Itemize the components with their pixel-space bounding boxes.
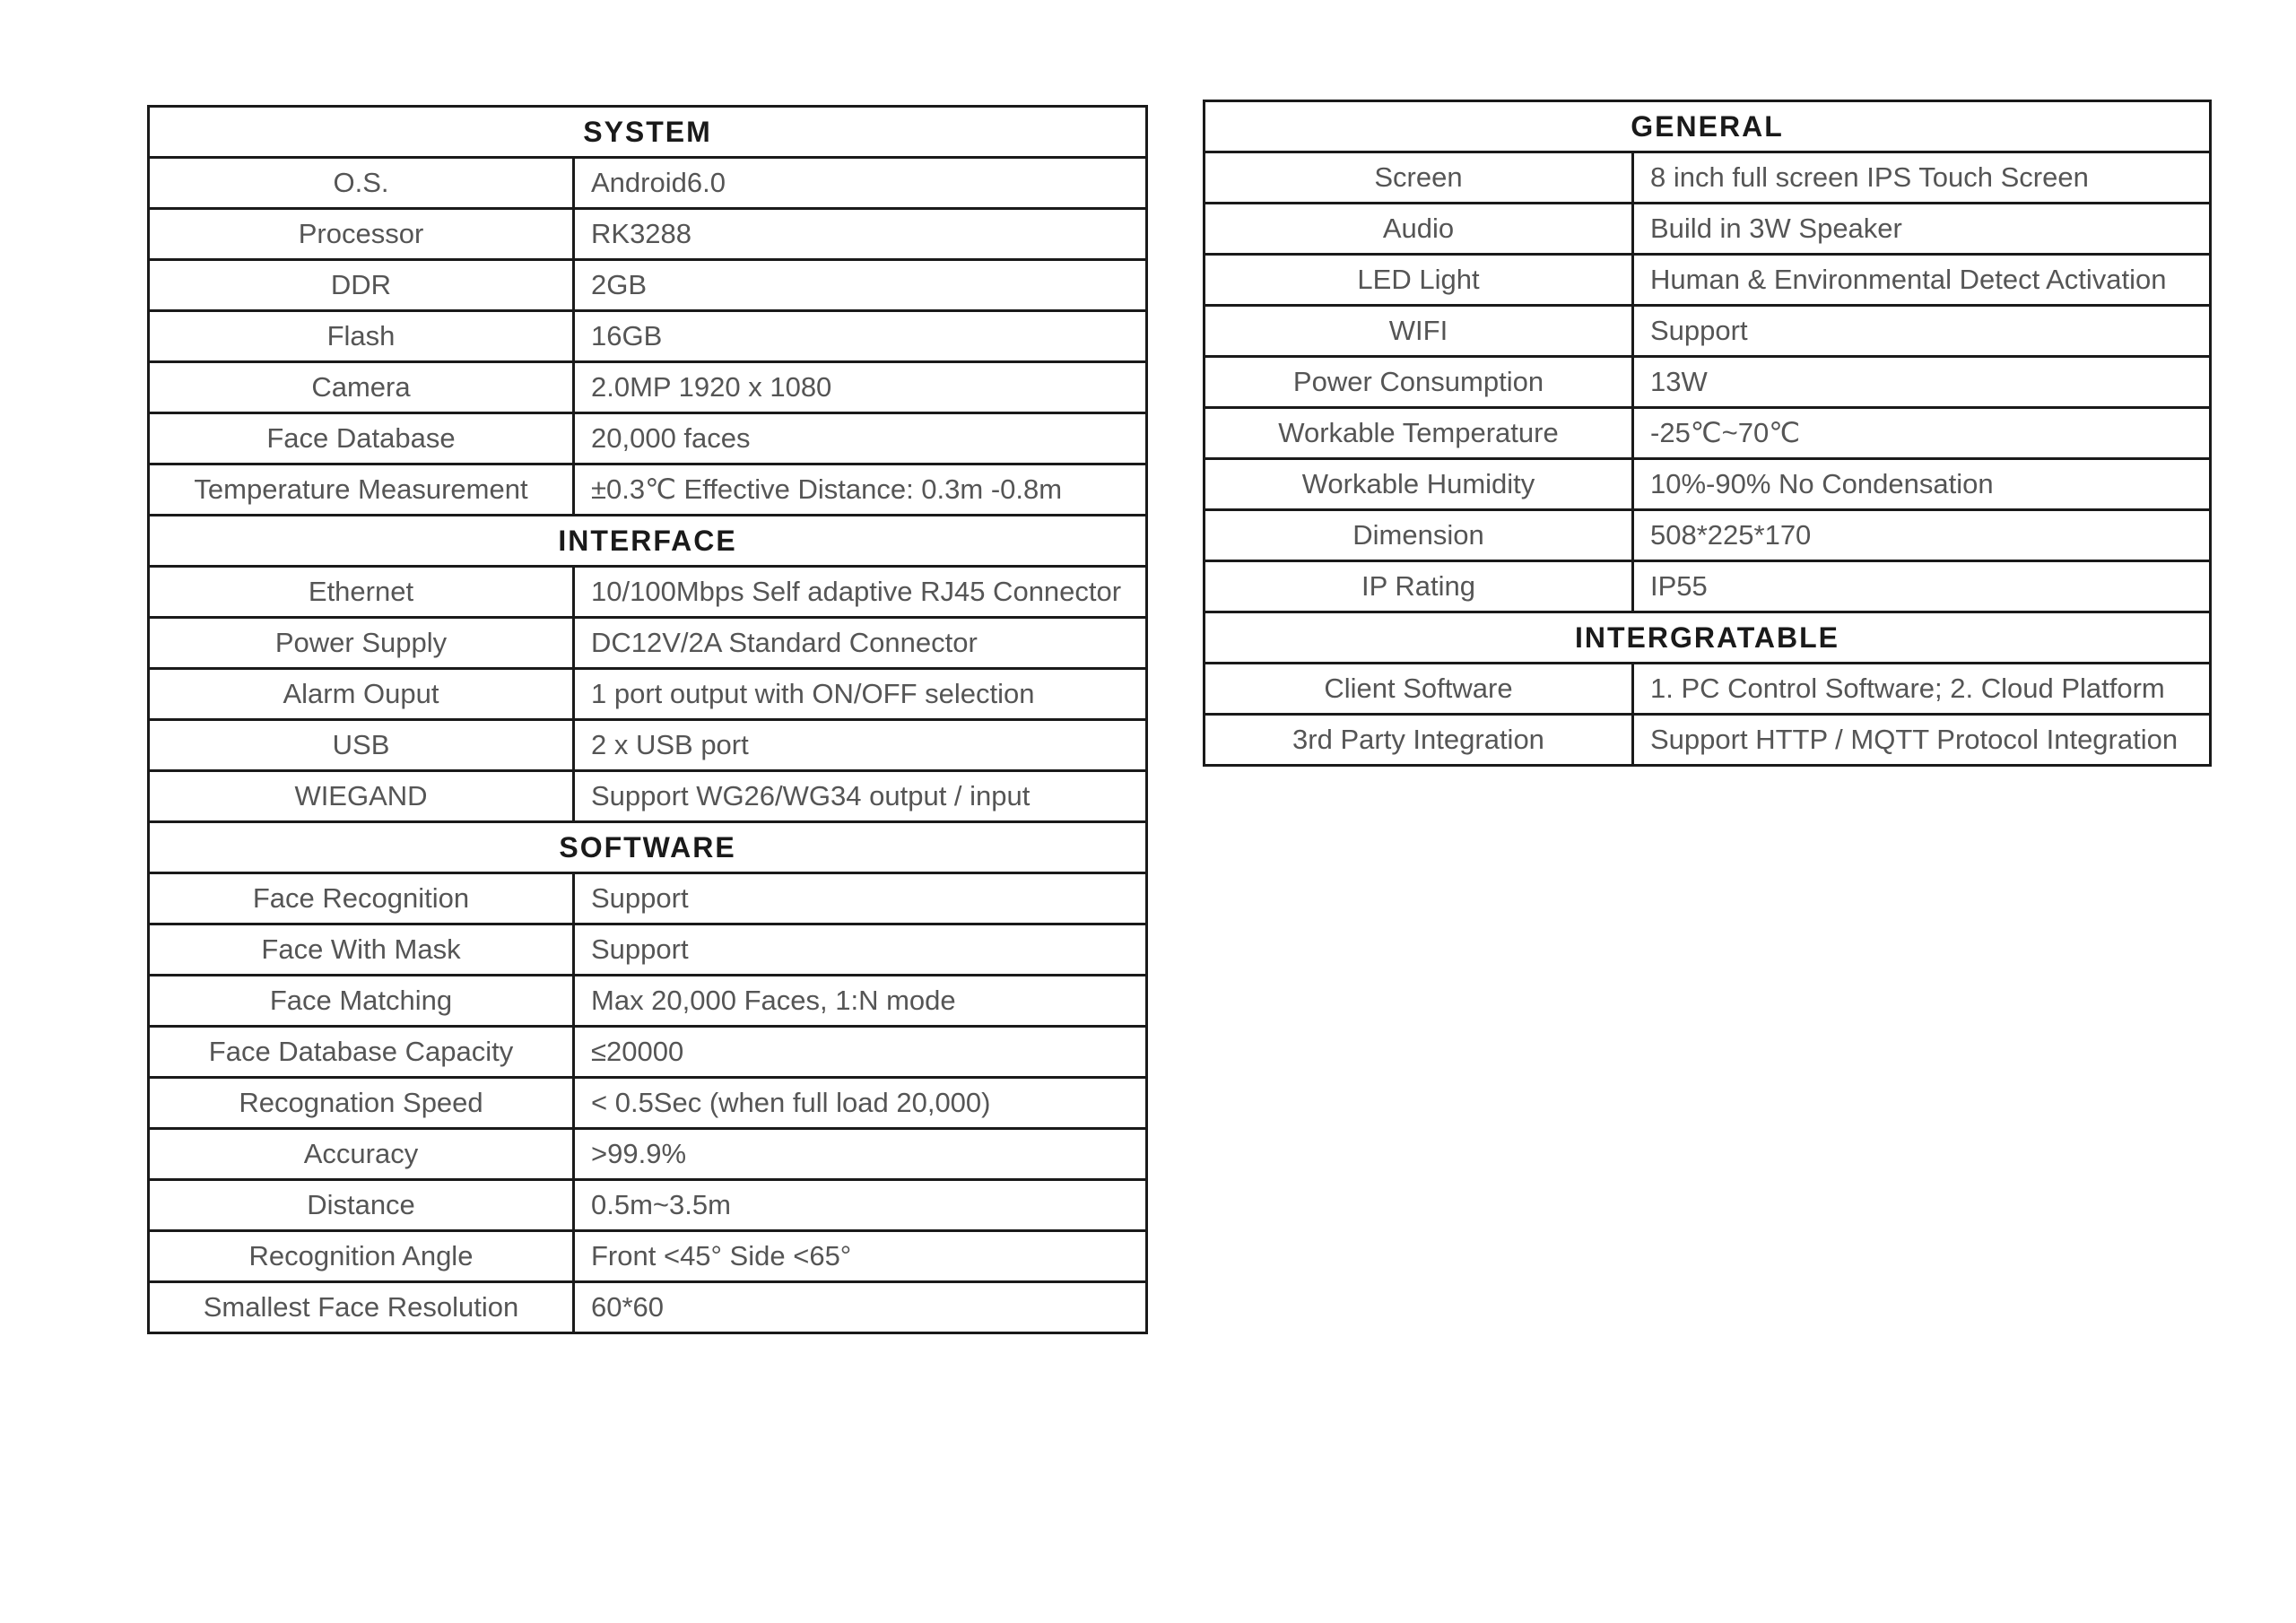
spec-label: LED Light <box>1205 255 1633 306</box>
spec-label: Workable Temperature <box>1205 408 1633 459</box>
table-row <box>149 1180 1147 1231</box>
spec-value: Android6.0 <box>574 158 1147 209</box>
spec-label: Workable Humidity <box>1205 459 1633 510</box>
spec-value: 8 inch full screen IPS Touch Screen <box>1633 152 2211 204</box>
spec-value: ±0.3℃ Effective Distance: 0.3m -0.8m <box>574 464 1147 516</box>
spec-label: O.S. <box>149 158 574 209</box>
spec-label: Recognition Angle <box>149 1231 574 1282</box>
spec-value: 60*60 <box>574 1282 1147 1333</box>
table-row <box>1205 510 2211 561</box>
spec-value: Support <box>574 924 1147 976</box>
spec-value: 2GB <box>574 260 1147 311</box>
table-row <box>149 1027 1147 1078</box>
spec-value: 2 x USB port <box>574 720 1147 771</box>
spec-label: WIEGAND <box>149 771 574 822</box>
table-row <box>149 464 1147 516</box>
spec-value: RK3288 <box>574 209 1147 260</box>
table-row <box>149 362 1147 413</box>
spec-label: Power Consumption <box>1205 357 1633 408</box>
section-title: SYSTEM <box>149 107 1147 158</box>
table-row <box>1205 204 2211 255</box>
spec-label: Accuracy <box>149 1129 574 1180</box>
spec-value: 1 port output with ON/OFF selection <box>574 669 1147 720</box>
table-row <box>1205 715 2211 766</box>
spec-value: Support <box>574 873 1147 924</box>
spec-value: -25℃~70℃ <box>1633 408 2211 459</box>
spec-label: Recognation Speed <box>149 1078 574 1129</box>
section-header-software <box>149 822 1147 873</box>
table-row <box>1205 664 2211 715</box>
table-row <box>1205 459 2211 510</box>
section-header-system <box>149 107 1147 158</box>
table-row <box>1205 306 2211 357</box>
table-row <box>149 924 1147 976</box>
spec-table-left <box>147 105 1148 1334</box>
spec-label: Dimension <box>1205 510 1633 561</box>
spec-label: Flash <box>149 311 574 362</box>
spec-label: Face Database <box>149 413 574 464</box>
spec-value: 508*225*170 <box>1633 510 2211 561</box>
table-row <box>149 311 1147 362</box>
table-row <box>1205 561 2211 612</box>
table-row <box>1205 152 2211 204</box>
spec-value: < 0.5Sec (when full load 20,000) <box>574 1078 1147 1129</box>
spec-value: ≤20000 <box>574 1027 1147 1078</box>
spec-label: Smallest Face Resolution <box>149 1282 574 1333</box>
table-row <box>1205 408 2211 459</box>
table-row <box>149 158 1147 209</box>
spec-value: 2.0MP 1920 x 1080 <box>574 362 1147 413</box>
spec-label: USB <box>149 720 574 771</box>
spec-value: Support WG26/WG34 output / input <box>574 771 1147 822</box>
spec-label: Processor <box>149 209 574 260</box>
section-title: GENERAL <box>1205 101 2211 152</box>
section-header-general <box>1205 101 2211 152</box>
spec-value: 10/100Mbps Self adaptive RJ45 Connector <box>574 567 1147 618</box>
table-row <box>1205 255 2211 306</box>
spec-label: WIFI <box>1205 306 1633 357</box>
spec-value: 16GB <box>574 311 1147 362</box>
table-row <box>149 1129 1147 1180</box>
spec-value: 20,000 faces <box>574 413 1147 464</box>
section-header-intergratable <box>1205 612 2211 664</box>
table-row <box>149 260 1147 311</box>
section-title: SOFTWARE <box>149 822 1147 873</box>
spec-label: Alarm Ouput <box>149 669 574 720</box>
spec-label: Face Database Capacity <box>149 1027 574 1078</box>
spec-label: 3rd Party Integration <box>1205 715 1633 766</box>
spec-value: IP55 <box>1633 561 2211 612</box>
spec-value: 1. PC Control Software; 2. Cloud Platform <box>1633 664 2211 715</box>
table-row <box>149 1282 1147 1333</box>
table-row <box>149 771 1147 822</box>
spec-value: DC12V/2A Standard Connector <box>574 618 1147 669</box>
spec-value: 10%-90% No Condensation <box>1633 459 2211 510</box>
spec-label: Power Supply <box>149 618 574 669</box>
table-row <box>149 1231 1147 1282</box>
table-row <box>149 669 1147 720</box>
spec-value: 13W <box>1633 357 2211 408</box>
spec-value: 0.5m~3.5m <box>574 1180 1147 1231</box>
spec-label: Face Matching <box>149 976 574 1027</box>
spec-label: IP Rating <box>1205 561 1633 612</box>
spec-label: Distance <box>149 1180 574 1231</box>
table-row <box>149 209 1147 260</box>
table-row <box>149 1078 1147 1129</box>
table-row <box>149 873 1147 924</box>
spec-label: Face Recognition <box>149 873 574 924</box>
spec-value: Support HTTP / MQTT Protocol Integration <box>1633 715 2211 766</box>
table-row <box>149 618 1147 669</box>
spec-value: Support <box>1633 306 2211 357</box>
spec-label: Audio <box>1205 204 1633 255</box>
spec-label: Screen <box>1205 152 1633 204</box>
spec-label: Face With Mask <box>149 924 574 976</box>
spec-label: Ethernet <box>149 567 574 618</box>
section-title: INTERFACE <box>149 516 1147 567</box>
section-title: INTERGRATABLE <box>1205 612 2211 664</box>
spec-table-right <box>1203 100 2212 767</box>
spec-value: >99.9% <box>574 1129 1147 1180</box>
table-row <box>1205 357 2211 408</box>
spec-label: Client Software <box>1205 664 1633 715</box>
table-row <box>149 413 1147 464</box>
table-row <box>149 976 1147 1027</box>
spec-value: Front <45° Side <65° <box>574 1231 1147 1282</box>
spec-label: Camera <box>149 362 574 413</box>
spec-label: Temperature Measurement <box>149 464 574 516</box>
spec-value: Build in 3W Speaker <box>1633 204 2211 255</box>
spec-value: Max 20,000 Faces, 1:N mode <box>574 976 1147 1027</box>
table-row <box>149 567 1147 618</box>
section-header-interface <box>149 516 1147 567</box>
spec-value: Human & Environmental Detect Activation <box>1633 255 2211 306</box>
table-row <box>149 720 1147 771</box>
spec-label: DDR <box>149 260 574 311</box>
